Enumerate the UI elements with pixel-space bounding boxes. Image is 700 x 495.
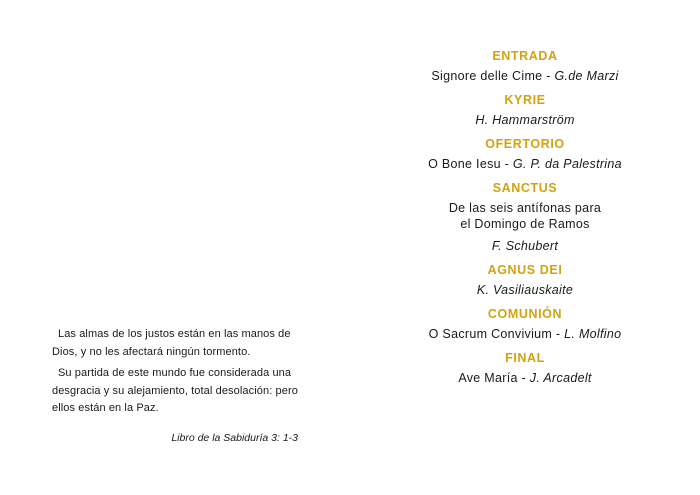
kyrie-composer: H. Hammarström [475, 113, 575, 127]
ofertorio-work: O Bone Iesu [428, 157, 501, 171]
final-composer: J. Arcadelt [529, 371, 592, 385]
final-piece [350, 370, 700, 386]
quote-citation: Libro de la Sabiduría 3: 1-3 [171, 432, 298, 444]
right-page [350, 0, 700, 495]
section-title-entrada: ENTRADA [492, 49, 558, 63]
ofertorio-composer: G. P. da Palestrina [512, 157, 622, 171]
comunion-composer: L. Molfino [564, 327, 622, 341]
section-agnus-dei [350, 262, 700, 298]
section-final [350, 350, 700, 386]
comunion-separator: - [552, 327, 565, 341]
ofertorio-separator: - [500, 157, 513, 171]
entrada-separator: - [542, 69, 555, 83]
music-program [350, 48, 700, 394]
section-title-final: FINAL [505, 351, 545, 365]
section-title-agnus-dei: AGNUS DEI [487, 263, 563, 277]
agnus-dei-composer: K. Vasiliauskaite [476, 283, 574, 297]
quote-paragraph-2: Su partida de este mundo fue considerada una desgracia y su alejamiento, total desolación: pero ellos están en la Paz. [52, 367, 298, 414]
section-title-comunion: COMUNIÓN [487, 307, 563, 321]
sanctus-work-line-2: el Domingo de Ramos [460, 217, 590, 231]
scripture-quote [52, 326, 302, 422]
section-kyrie [350, 92, 700, 128]
sanctus-work-line-1: De las seis antífonas para [448, 201, 602, 215]
quote-paragraph-1: Las almas de los justos están en las manos de Dios, y no les afectará ningún tormento. [52, 328, 291, 358]
entrada-work: Signore delle Cime [431, 69, 543, 83]
section-entrada [350, 48, 700, 84]
ofertorio-piece [350, 156, 700, 172]
section-title-sanctus: SANCTUS [492, 181, 558, 195]
section-ofertorio [350, 136, 700, 172]
entrada-piece [350, 68, 700, 84]
section-comunion [350, 306, 700, 342]
comunion-piece [350, 326, 700, 342]
section-sanctus [350, 180, 700, 254]
section-title-ofertorio: OFERTORIO [485, 137, 565, 151]
final-work: Ave María [458, 371, 518, 385]
entrada-composer: G.de Marzi [554, 69, 619, 83]
final-separator: - [517, 371, 530, 385]
section-title-kyrie: KYRIE [504, 93, 546, 107]
comunion-work: O Sacrum Convivium [428, 327, 553, 341]
sanctus-composer: F. Schubert [491, 239, 559, 253]
